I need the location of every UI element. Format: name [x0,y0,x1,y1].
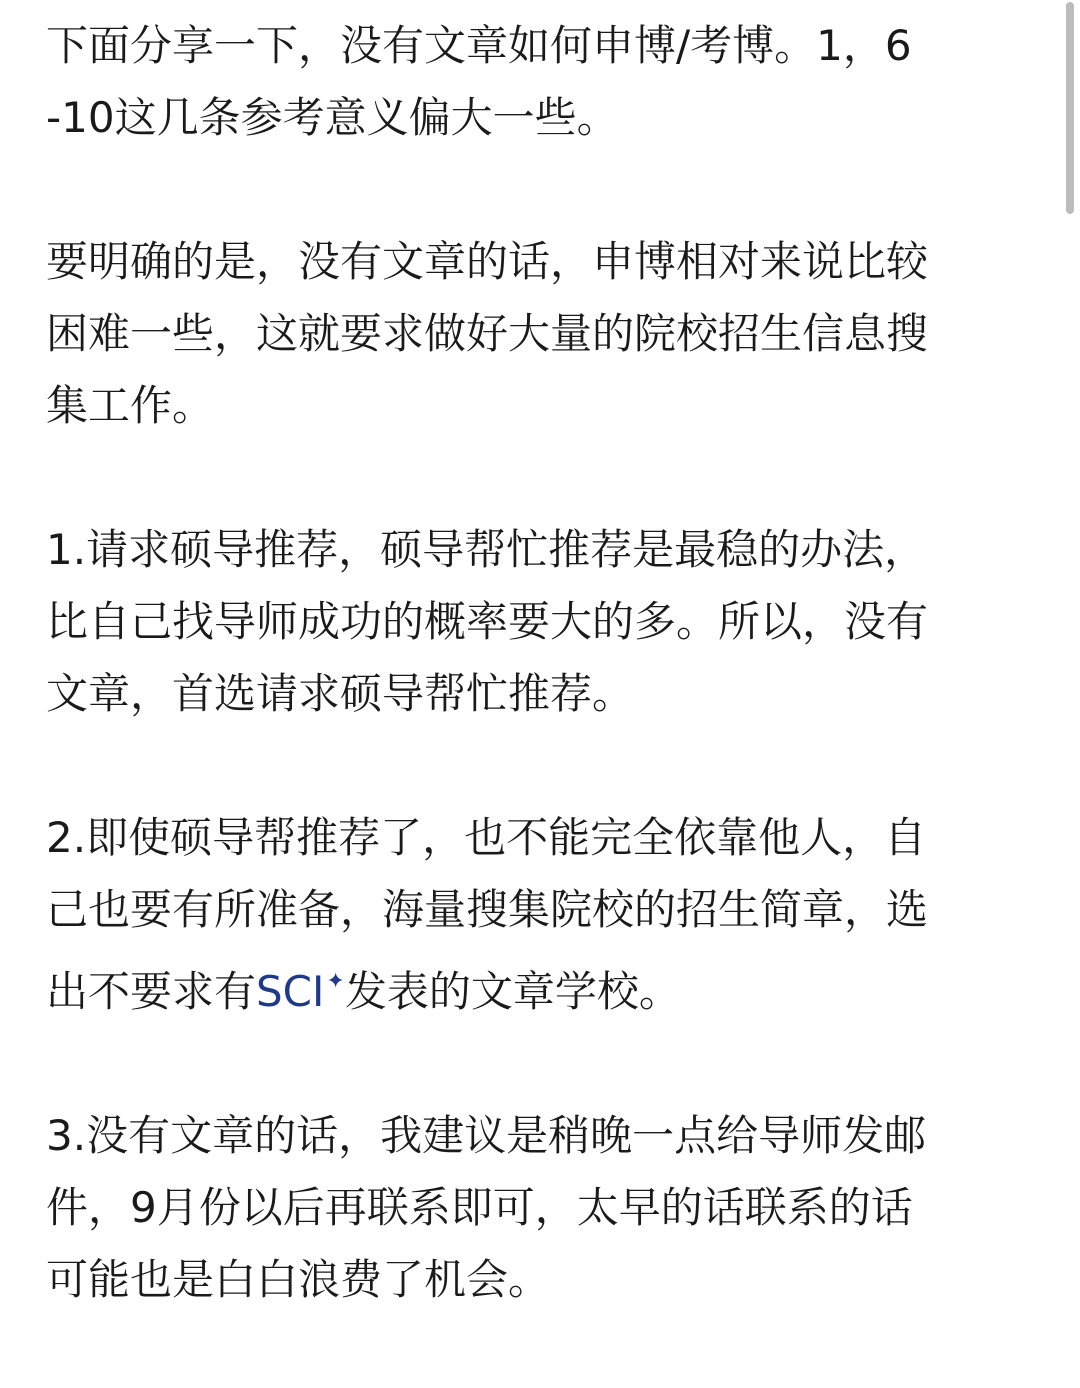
sci-link-label[interactable]: SCI [256,967,325,1016]
text-line: 集工作。 [46,381,215,430]
text-line: 件，9月份以后再联系即可，太早的话联系的话 [46,1183,913,1232]
text-line: 1.请求硕导推荐，硕导帮忙推荐是最稳的办法， [46,525,927,574]
text-line: 下面分享一下，没有文章如何申博/考博。1，6 [46,21,912,70]
sci-link[interactable] [256,967,345,1016]
vertical-scrollbar[interactable] [1066,2,1074,214]
paragraph-tip-2 [46,802,1026,1028]
text-line: 己也要有所准备，海量搜集院校的招生简章，选 [46,885,929,934]
article-body [46,10,1026,1388]
paragraph-intro [46,10,1026,154]
paragraph-tip-1 [46,514,1026,730]
text-line: 比自己找导师成功的概率要大的多。所以，没有 [46,597,929,646]
text-line: 要明确的是，没有文章的话，申博相对来说比较 [46,237,929,286]
text-fragment: 发表的文章学校。 [344,967,681,1016]
paragraph-tip-3 [46,1100,1026,1316]
text-line [46,946,1026,1028]
text-line: 困难一些，这就要求做好大量的院校招生信息搜 [46,309,929,358]
text-line: 可能也是白白浪费了机会。 [46,1255,551,1304]
text-fragment: 出不要求有 [46,967,257,1016]
paragraph-context [46,226,1026,442]
text-line: 2.即使硕导帮推荐了，也不能完全依靠他人，自 [46,813,927,862]
text-line: 文章，首选请求硕导帮忙推荐。 [46,669,635,718]
text-line: -10这几条参考意义偏大一些。 [46,93,619,142]
text-line: 3.没有文章的话，我建议是稍晚一点给导师发邮 [46,1111,927,1160]
sparkle-icon: ✦ [326,969,345,994]
